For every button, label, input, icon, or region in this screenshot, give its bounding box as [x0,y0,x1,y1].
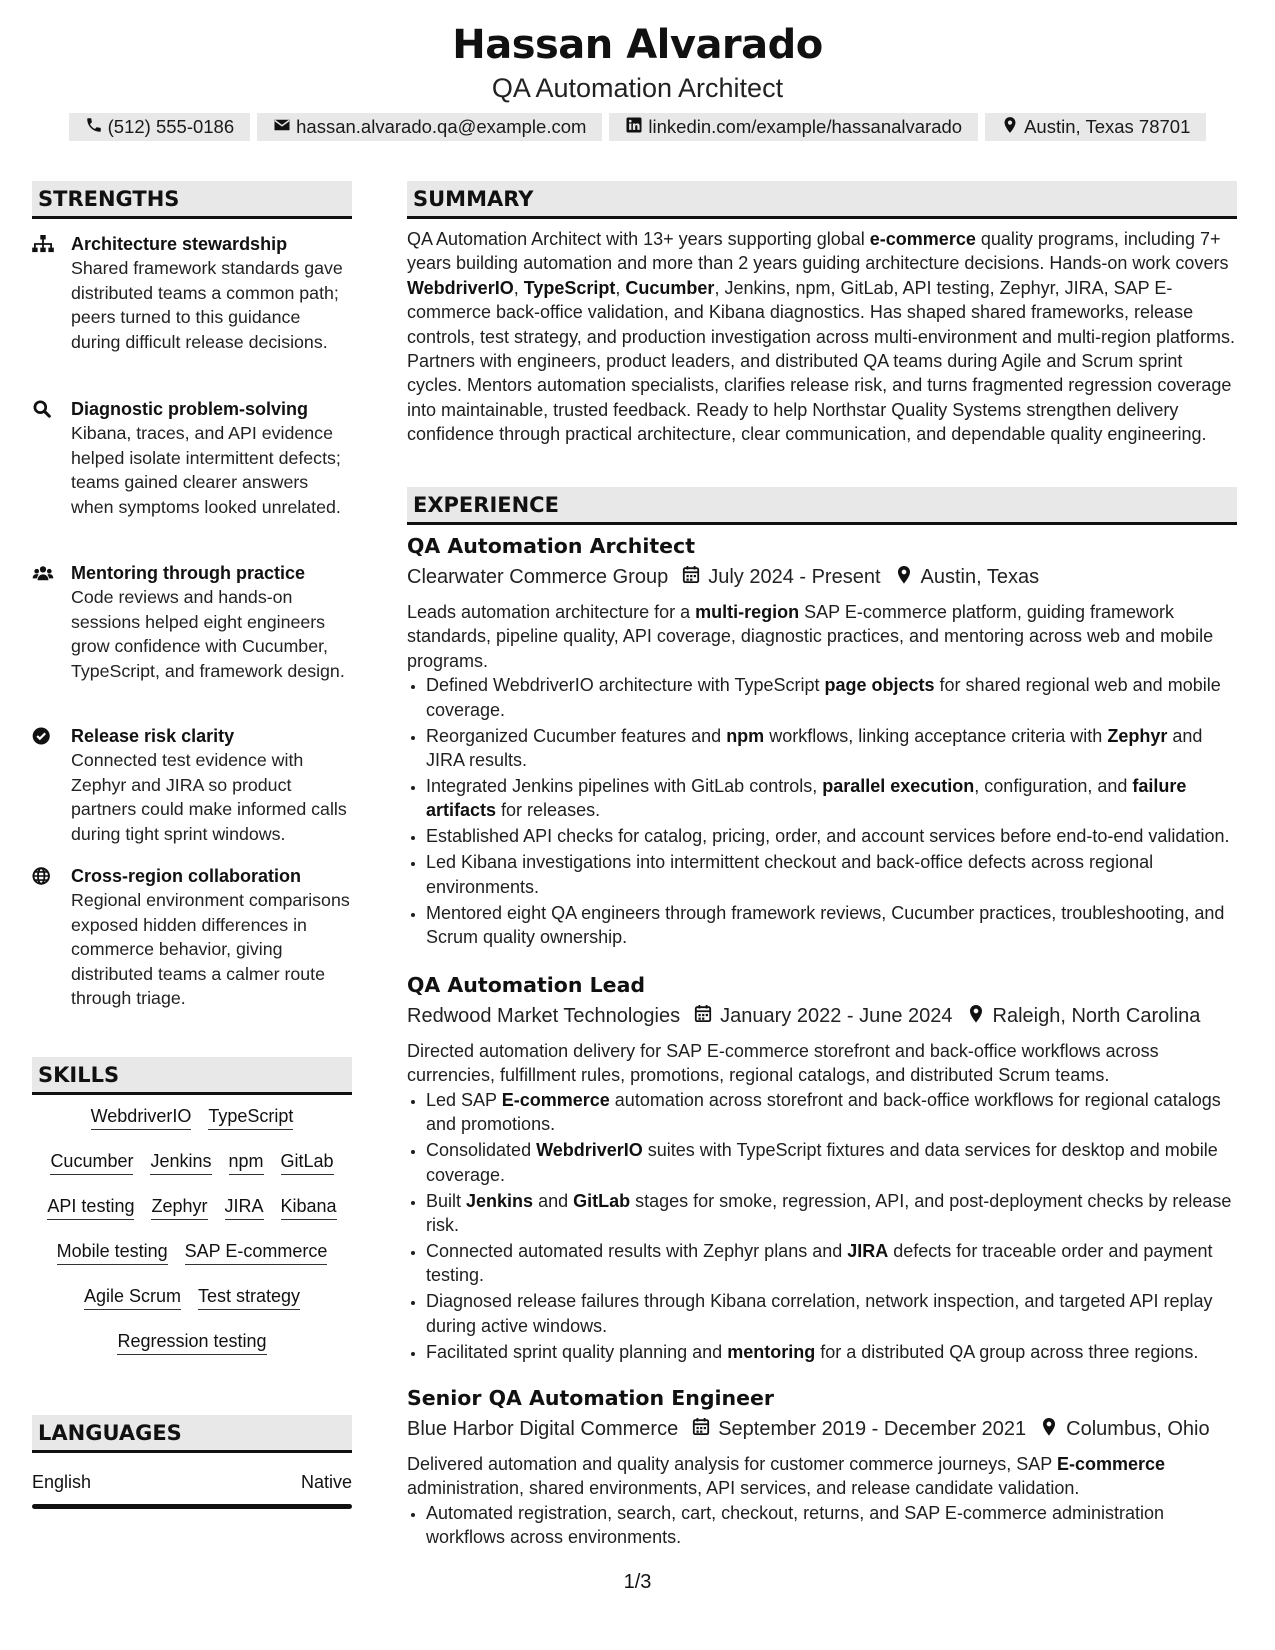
job-bullet: • Reorganized Cucumber features and npm workflows, linking acceptance criteria with Zephyr and JIRA results. [426,724,1237,773]
location-text: Austin, Texas 78701 [1024,116,1191,137]
skill-tag: Agile Scrum [84,1283,181,1310]
map-pin-icon [1001,116,1019,139]
job-bullet: • Consolidated WebdriverIO suites with TypeScript fixtures and data services for desktop and mobile coverage. [426,1138,1237,1187]
strength-title: Architecture stewardship [71,234,288,254]
map-pin-icon [953,1004,993,1029]
job-bullet: • Built Jenkins and GitLab stages for smoke, regression, API, and post-deployment checks by release risk. [426,1189,1237,1238]
contact-email[interactable] [257,113,602,141]
strengths-heading: STRENGTHS [32,181,352,219]
job-bullets [407,1088,1237,1364]
company-name: Blue Harbor Digital Commerce [407,1417,679,1440]
skill-tag: TypeScript [208,1103,293,1130]
job-bullet: • Facilitated sprint quality planning and mentoring for a distributed QA group across three regions. [426,1340,1237,1364]
phone-icon [85,116,103,139]
skills-list [32,1103,352,1373]
job-meta [407,562,1237,592]
skill-tag: GitLab [281,1148,334,1175]
job-title: QA Automation Architect [407,534,696,558]
contact-bar [0,113,1275,141]
people-icon [32,564,54,582]
job-intro: Delivered automation and quality analysis for customer commerce journeys, SAP E-commerce administration, shared environments, API services, and release candidate validation. [407,1454,1166,1499]
language-row [32,1472,352,1493]
job-meta [407,1414,1237,1444]
magnifier-icon [32,400,54,418]
skill-row [32,1328,352,1373]
experience-heading: EXPERIENCE [407,487,1237,525]
job-entry [407,1384,1237,1551]
candidate-name: Hassan Alvarado [452,22,823,68]
hierarchy-icon [32,235,54,253]
job-bullet: • Established API checks for catalog, pricing, order, and account services before end-to-end validation. [426,824,1237,848]
skill-tag: JIRA [225,1193,264,1220]
strength-item [32,864,352,1011]
strength-item [32,724,352,846]
map-pin-icon [1026,1417,1066,1442]
calendar-icon [668,565,708,590]
language-level-bar [32,1504,352,1509]
globe-icon [32,867,54,885]
strength-item [32,232,352,354]
languages-heading: LANGUAGES [32,1415,352,1453]
skill-tag: SAP E-commerce [185,1238,328,1265]
skill-row [32,1238,352,1283]
job-intro: Directed automation delivery for SAP E-commerce storefront and back-office workflows across currencies, fulfillment rules, promotions, regional catalogs, and distributed Scrum teams. [407,1041,1159,1086]
job-intro: Leads automation architecture for a multi-region SAP E-commerce platform, guiding framework standards, pipeline quality, API coverage, diagnostic practices, and mentoring across web and mobile programs. [407,602,1214,671]
skill-tag: Test strategy [198,1283,300,1310]
page-number: 1/3 [623,1571,652,1593]
strength-description: Kibana, traces, and API evidence helped isolate intermittent defects; teams gained clearer answers when symptoms looked unrelated. [71,423,341,517]
strength-title: Cross-region collaboration [71,866,302,886]
skill-row [32,1193,352,1238]
skill-tag: Cucumber [50,1148,133,1175]
skill-tag: API testing [47,1193,134,1220]
skills-heading: SKILLS [32,1057,352,1095]
calendar-icon [678,1417,718,1442]
job-bullets [407,1501,1237,1550]
job-meta [407,1001,1237,1031]
job-bullet: • Connected automated results with Zephyr plans and JIRA defects for traceable order and payment testing. [426,1239,1237,1288]
candidate-title: QA Automation Architect [491,73,784,103]
contact-phone[interactable] [69,113,251,141]
job-bullet: • Mentored eight QA engineers through framework reviews, Cucumber practices, troubleshooting, and Scrum quality ownership. [426,901,1237,950]
job-location: Raleigh, North Carolina [992,1004,1201,1027]
skill-tag: npm [229,1148,264,1175]
strength-title: Diagnostic problem-solving [71,399,309,419]
contact-linkedin[interactable] [609,113,978,141]
map-pin-icon [881,565,921,590]
check-circle-icon [32,727,54,745]
job-bullet: • Diagnosed release failures through Kibana correlation, network inspection, and targeted API replay during active windows. [426,1289,1237,1338]
company-name: Redwood Market Technologies [407,1004,681,1027]
job-bullet: • Automated registration, search, cart, checkout, returns, and SAP E-commerce administration workflows across environments. [426,1501,1237,1550]
strength-title: Release risk clarity [71,726,235,746]
job-bullets [407,673,1237,949]
summary-heading: SUMMARY [407,181,1237,219]
envelope-icon [273,116,291,139]
strength-description: Code reviews and hands-on sessions helped eight engineers grow confidence with Cucumber, TypeScript, and framework design. [71,587,345,681]
job-title: QA Automation Lead [407,973,646,997]
job-bullet: • Defined WebdriverIO architecture with TypeScript page objects for shared regional web and mobile coverage. [426,673,1237,722]
job-title: Senior QA Automation Engineer [407,1386,775,1410]
language-level: Native [300,1472,352,1492]
language-name: English [32,1472,92,1492]
phone-text: (512) 555-0186 [107,116,235,137]
skill-row [32,1283,352,1328]
job-location: Columbus, Ohio [1066,1417,1210,1440]
strength-description: Shared framework standards gave distributed teams a common path; peers turned to this guidance during difficult release decisions. [71,258,343,352]
summary-text: QA Automation Architect with 13+ years supporting global e-commerce quality programs, including 7+ years building automation and more than 2 years guiding architecture decisions. Hands-on work covers WebdriverIO, TypeScript, Cucumber, Jenkins, npm, GitLab, API testing, Zephyr, JIRA, SAP E-commerce back-office validation, and Kibana diagnostics. Has shaped shared frameworks, release controls, test strategy, and production investigation across multi-environment and multi-region platforms. Partners with engineers, product leaders, and distributed QA teams during Agile and Scrum sprint cycles. Mentors automation specialists, clarifies release risk, and turns fragmented regression coverage into maintainable, trusted feedback. Ready to help Northstar Quality Systems strengthen delivery confidence through practical architecture, clear communication, and dependable quality engineering. [407,229,1236,445]
job-entry [407,532,1237,951]
job-bullet: • Integrated Jenkins pipelines with GitLab controls, parallel execution, configuration, and failure artifacts for releases. [426,774,1237,823]
strength-item [32,397,352,519]
job-location: Austin, Texas [920,565,1040,588]
job-bullet: • Led Kibana investigations into intermittent checkout and back-office defects across regional environments. [426,850,1237,899]
skill-tag: WebdriverIO [91,1103,192,1130]
job-dates: January 2022 - June 2024 [720,1004,953,1027]
skill-row [32,1148,352,1193]
job-bullet: • Led SAP E-commerce automation across storefront and back-office workflows for regional catalogs and promotions. [426,1088,1237,1137]
skill-tag: Regression testing [117,1328,266,1355]
strength-title: Mentoring through practice [71,563,305,583]
skill-tag: Mobile testing [57,1238,168,1265]
strength-item [32,561,352,683]
skill-row [32,1103,352,1148]
strength-description: Regional environment comparisons exposed hidden differences in commerce behavior, giving distributed teams a calmer route through triage. [71,890,350,1008]
strength-description: Connected test evidence with Zephyr and JIRA so product partners could make informed calls during tight sprint windows. [71,750,347,844]
skill-tag: Zephyr [151,1193,207,1220]
linkedin-text: linkedin.com/example/hassanalvarado [648,116,963,137]
job-entry [407,971,1237,1366]
job-dates: September 2019 - December 2021 [718,1417,1027,1440]
skill-tag: Kibana [281,1193,337,1220]
calendar-icon [680,1004,720,1029]
company-name: Clearwater Commerce Group [407,565,669,588]
linkedin-icon [625,116,643,139]
email-text: hassan.alvarado.qa@example.com [296,116,587,137]
contact-location [985,113,1206,141]
job-dates: July 2024 - Present [708,565,881,588]
skill-tag: Jenkins [150,1148,211,1175]
